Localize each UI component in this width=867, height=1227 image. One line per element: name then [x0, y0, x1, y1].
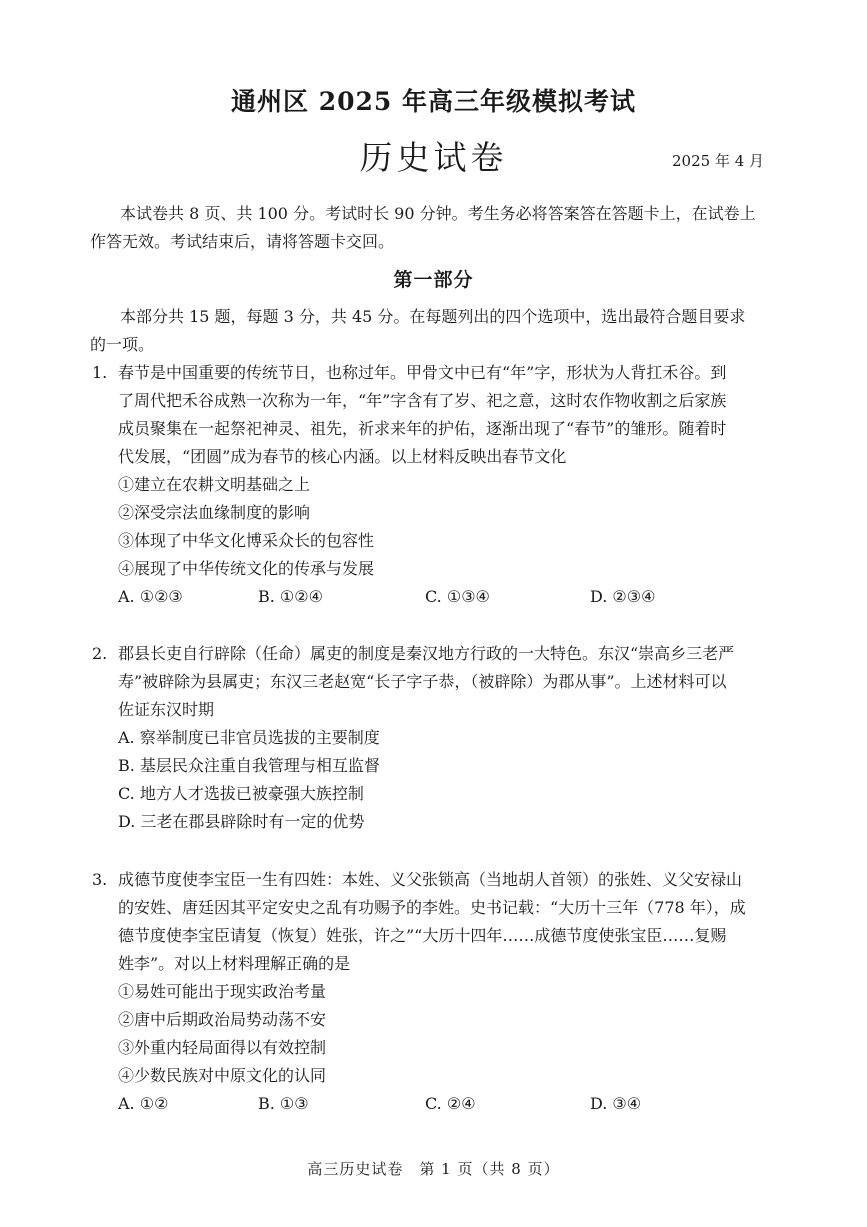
statement-item: ①建立在农耕文明基础之上 [118, 475, 311, 494]
question-stem-line: 德节度使李宝臣请复（恢复）姓张，许之”“大历十四年……成德节度使张宝臣……复赐 [118, 926, 727, 945]
instructions-line: 本试卷共 8 页、共 100 分。考试时长 90 分钟。考生务必将答案答在答题卡上，在试卷上 [120, 204, 756, 223]
question-stem-line: 成德节度使李宝臣一生有四姓：本姓、义父张锁高（当地胡人首领）的张姓、义父安禄山 [118, 870, 743, 889]
answer-choice-c: C. ②④ [425, 1094, 476, 1113]
question-stem-line: 郡县长吏自行辟除（任命）属吏的制度是秦汉地方行政的一大特色。东汉“崇高乡三老严 [118, 644, 735, 663]
question-number: 2. [92, 644, 108, 663]
question-stem-line: 了周代把禾谷成熟一次称为一年，“年”字含有了岁、祀之意，这时农作物收割之后家族 [118, 391, 727, 410]
instructions-line: 作答无效。考试结束后，请将答题卡交回。 [90, 232, 395, 251]
answer-choice-c: C. ①③④ [425, 587, 490, 606]
answer-option-d: D. 三老在郡县辟除时有一定的优势 [118, 812, 365, 831]
statement-item: ③外重内轻局面得以有效控制 [118, 1038, 327, 1057]
question-stem-line: 代发展，“团圆”成为春节的核心内涵。以上材料反映出春节文化 [118, 447, 567, 466]
question-stem-line: 寿”被辟除为县属吏；东汉三老赵宽“长子字子恭，（被辟除）为郡从事”。上述材料可以 [118, 672, 727, 691]
question-stem-line: 春节是中国重要的传统节日，也称过年。甲骨文中已有“年”字，形状为人背扛禾谷。到 [118, 363, 727, 382]
page-footer: 高三历史试卷 第 1 页（共 8 页） [307, 1160, 560, 1178]
statement-item: ④少数民族对中原文化的认同 [118, 1066, 327, 1085]
statement-item: ④展现了中华传统文化的传承与发展 [118, 559, 375, 578]
question-stem-line: 佐证东汉时期 [118, 700, 215, 719]
question-number: 1. [92, 363, 108, 382]
answer-choice-d: D. ③④ [590, 1094, 642, 1113]
answer-choice-a: A. ①② [118, 1094, 169, 1113]
exam-title: 通州区 2025 年高三年级模拟考试 [231, 87, 636, 116]
question-stem-line: 成员聚集在一起祭祀神灵、祖先，祈求来年的护佑，逐渐出现了“春节”的雏形。随着时 [118, 419, 727, 438]
question-stem-line: 的安姓、唐廷因其平定安史之乱有功赐予的李姓。史书记载：“大历十三年（778 年），成 [118, 898, 746, 917]
section-heading: 第一部分 [393, 269, 474, 291]
statement-item: ②深受宗法血缘制度的影响 [118, 503, 311, 522]
section-intro-line: 的一项。 [90, 335, 155, 354]
statement-item: ①易姓可能出于现实政治考量 [118, 982, 327, 1001]
exam-date: 2025 年 4 月 [672, 152, 765, 170]
answer-choice-b: B. ①②④ [258, 587, 323, 606]
answer-option-a: A. 察举制度已非官员选拔的主要制度 [118, 728, 380, 747]
question-number: 3. [92, 870, 108, 889]
answer-choice-d: D. ②③④ [590, 587, 656, 606]
statement-item: ②唐中后期政治局势动荡不安 [118, 1010, 327, 1029]
statement-item: ③体现了中华文化博采众长的包容性 [118, 531, 375, 550]
answer-choice-b: B. ①③ [258, 1094, 309, 1113]
question-stem-line: 姓李”。对以上材料理解正确的是 [118, 954, 351, 973]
answer-option-b: B. 基层民众注重自我管理与相互监督 [118, 756, 380, 775]
answer-choice-a: A. ①②③ [118, 587, 183, 606]
subject-title: 历史试卷 [359, 138, 508, 177]
section-intro-line: 本部分共 15 题，每题 3 分，共 45 分。在每题列出的四个选项中，选出最符合题目要求 [120, 307, 746, 326]
answer-option-c: C. 地方人才选拔已被豪强大族控制 [118, 784, 364, 803]
